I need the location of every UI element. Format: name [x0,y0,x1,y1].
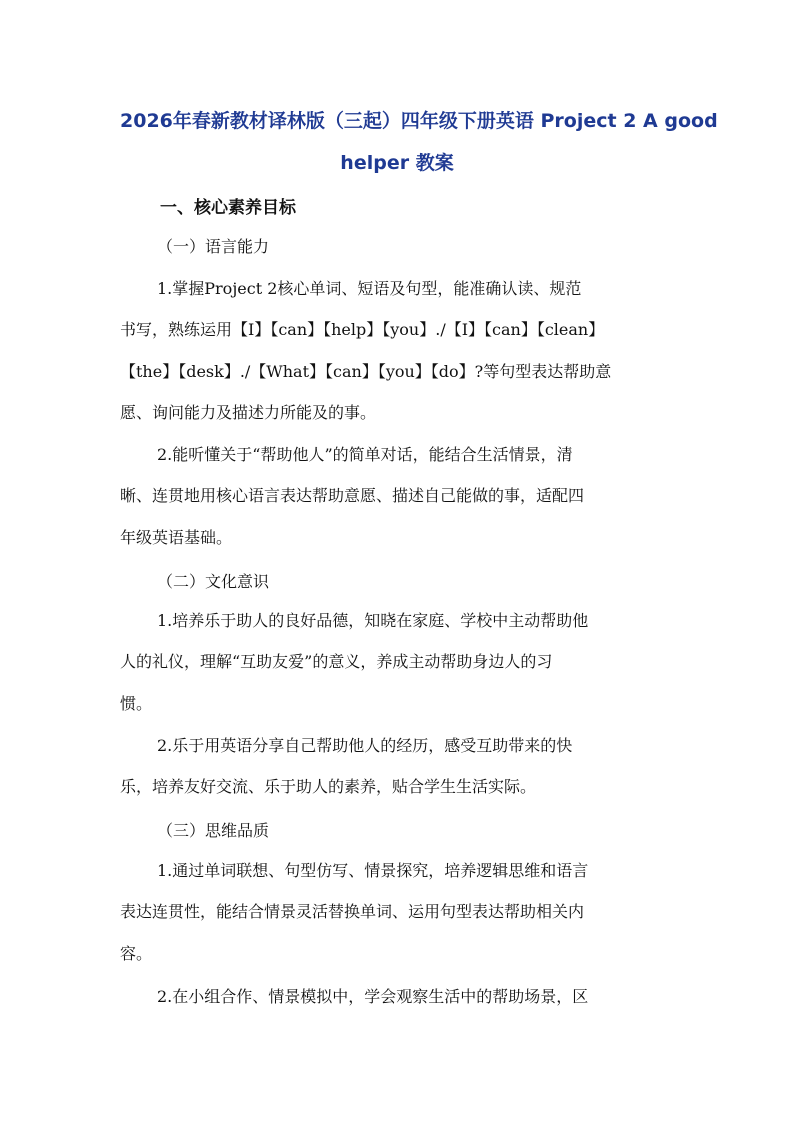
paragraph-culture-2 [120,725,674,808]
paragraph-culture-1 [120,600,674,724]
subheading-thinking-quality: （三）思维品质 [157,821,270,840]
document-title-line-2: helper 教案 [340,152,454,174]
text-line: 容。 [120,943,153,963]
text-line: 晰、连贯地用核心语言表达帮助意愿、描述自己能做的事，适配四 [120,486,585,506]
paragraph-language-1 [120,268,674,433]
text-line: 乐，培养友好交流、乐于助人的素养，贴合学生生活实际。 [120,777,537,797]
paragraph-language-2 [120,434,674,558]
text-line: 惯。 [120,693,153,713]
document-title-line-1: 2026年春新教材译林版（三起）四年级下册英语 Project 2 A good [120,110,718,132]
text-line: 2.乐于用英语分享自己帮助他人的经历，感受互助带来的快 [157,736,573,755]
text-line: 年级英语基础。 [120,527,233,547]
text-line: 2.在小组合作、情景模拟中，学会观察生活中的帮助场景，区 [157,987,589,1006]
subheading-language-ability: （一）语言能力 [157,237,270,256]
text-line: 愿、询问能力及描述力所能及的事。 [120,402,377,422]
text-line: 人的礼仪，理解“互助友爱”的意义，养成主动帮助身边人的习 [120,652,553,672]
text-line: 1.培养乐于助人的良好品德，知晓在家庭、学校中主动帮助他 [157,611,589,630]
subheading-cultural-awareness: （二）文化意识 [157,572,270,591]
text-line: 表达连贯性，能结合情景灵活替换单词、运用句型表达帮助相关内 [120,902,585,922]
text-line: 1.通过单词联想、句型仿写、情景探究，培养逻辑思维和语言 [157,861,589,880]
text-line: 2.能听懂关于“帮助他人”的简单对话，能结合生活情景，清 [157,445,573,464]
section-heading-core-goals: 一、核心素养目标 [160,198,296,218]
text-line: 【the】【desk】./【What】【can】【you】【do】?等句型表达帮助意 [120,361,612,381]
paragraph-thinking-2 [120,976,674,1017]
paragraph-thinking-1 [120,850,674,974]
text-line: 1.掌握Project 2核心单词、短语及句型，能准确认读、规范 [157,279,582,298]
text-line: 书写，熟练运用【I】【can】【help】【you】./【I】【can】【clean】 [120,320,605,340]
